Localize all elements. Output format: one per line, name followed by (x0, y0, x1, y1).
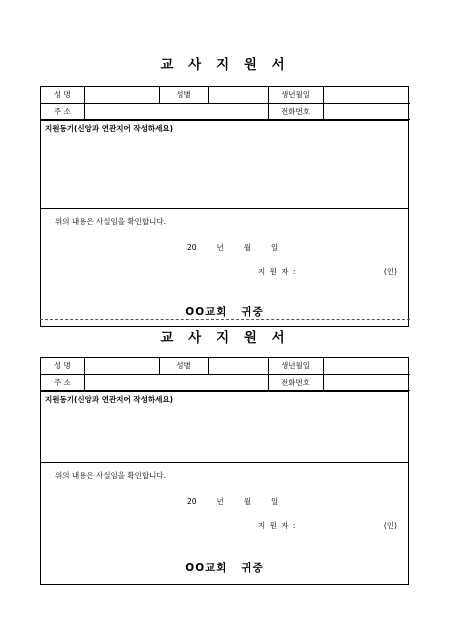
gender-field[interactable] (208, 358, 268, 374)
confirmation-section (41, 209, 408, 326)
date-line (187, 242, 298, 253)
applicant-info-table (41, 87, 410, 120)
applicant-info-table (41, 358, 410, 391)
name-field[interactable] (84, 87, 159, 103)
form-title: 교 사 지 원 서 (160, 57, 290, 73)
form-title: 교 사 지 원 서 (160, 330, 290, 346)
birthdate-field[interactable] (323, 358, 410, 374)
address-label: 주 소 (41, 103, 84, 119)
phone-field[interactable] (323, 103, 410, 119)
address-field[interactable] (84, 103, 268, 119)
date-year-prefix: 20 (187, 242, 197, 252)
gender-label: 성별 (159, 358, 208, 374)
birthdate-label: 생년월일 (268, 87, 323, 103)
date-year-prefix: 20 (187, 496, 197, 506)
date-line (187, 496, 298, 507)
application-form (40, 357, 409, 585)
date-day-label: 일 (271, 496, 279, 506)
date-month-label: 월 (243, 242, 252, 252)
birthdate-label: 생년월일 (268, 358, 323, 374)
phone-label: 전화번호 (268, 374, 323, 390)
applicant-label: 지 원 자 : (258, 266, 297, 276)
date-year-label: 년 (216, 242, 224, 252)
date-day-label: 일 (271, 242, 279, 252)
confirmation-text: 위의 내용은 사실임을 확인합니다. (55, 470, 166, 480)
birthdate-field[interactable] (323, 87, 410, 103)
application-form (40, 86, 409, 327)
seal-label: (인) (383, 520, 397, 530)
gender-field[interactable] (208, 87, 268, 103)
address-label: 주 소 (41, 374, 84, 390)
name-label: 성 명 (41, 87, 84, 103)
church-recipient: OO교회 귀중 (185, 561, 264, 574)
gender-label: 성별 (159, 87, 208, 103)
address-field[interactable] (84, 374, 268, 390)
applicant-label: 지 원 자 : (258, 520, 297, 530)
name-label: 성 명 (41, 358, 84, 374)
confirmation-section (41, 463, 408, 584)
confirmation-text: 위의 내용은 사실임을 확인합니다. (55, 216, 166, 226)
motive-label: 지원동기(신앙과 연관지어 작성하세요) (45, 394, 173, 404)
phone-label: 전화번호 (268, 103, 323, 119)
phone-field[interactable] (323, 374, 410, 390)
date-month-label: 월 (243, 496, 252, 506)
church-recipient: OO교회 귀중 (185, 305, 264, 318)
date-year-label: 년 (216, 496, 224, 506)
cut-line (40, 319, 410, 320)
motive-field[interactable] (41, 120, 408, 209)
seal-label: (인) (383, 266, 397, 276)
motive-field[interactable] (41, 391, 408, 463)
motive-label: 지원동기(신앙과 연관지어 작성하세요) (45, 123, 173, 133)
name-field[interactable] (84, 358, 159, 374)
